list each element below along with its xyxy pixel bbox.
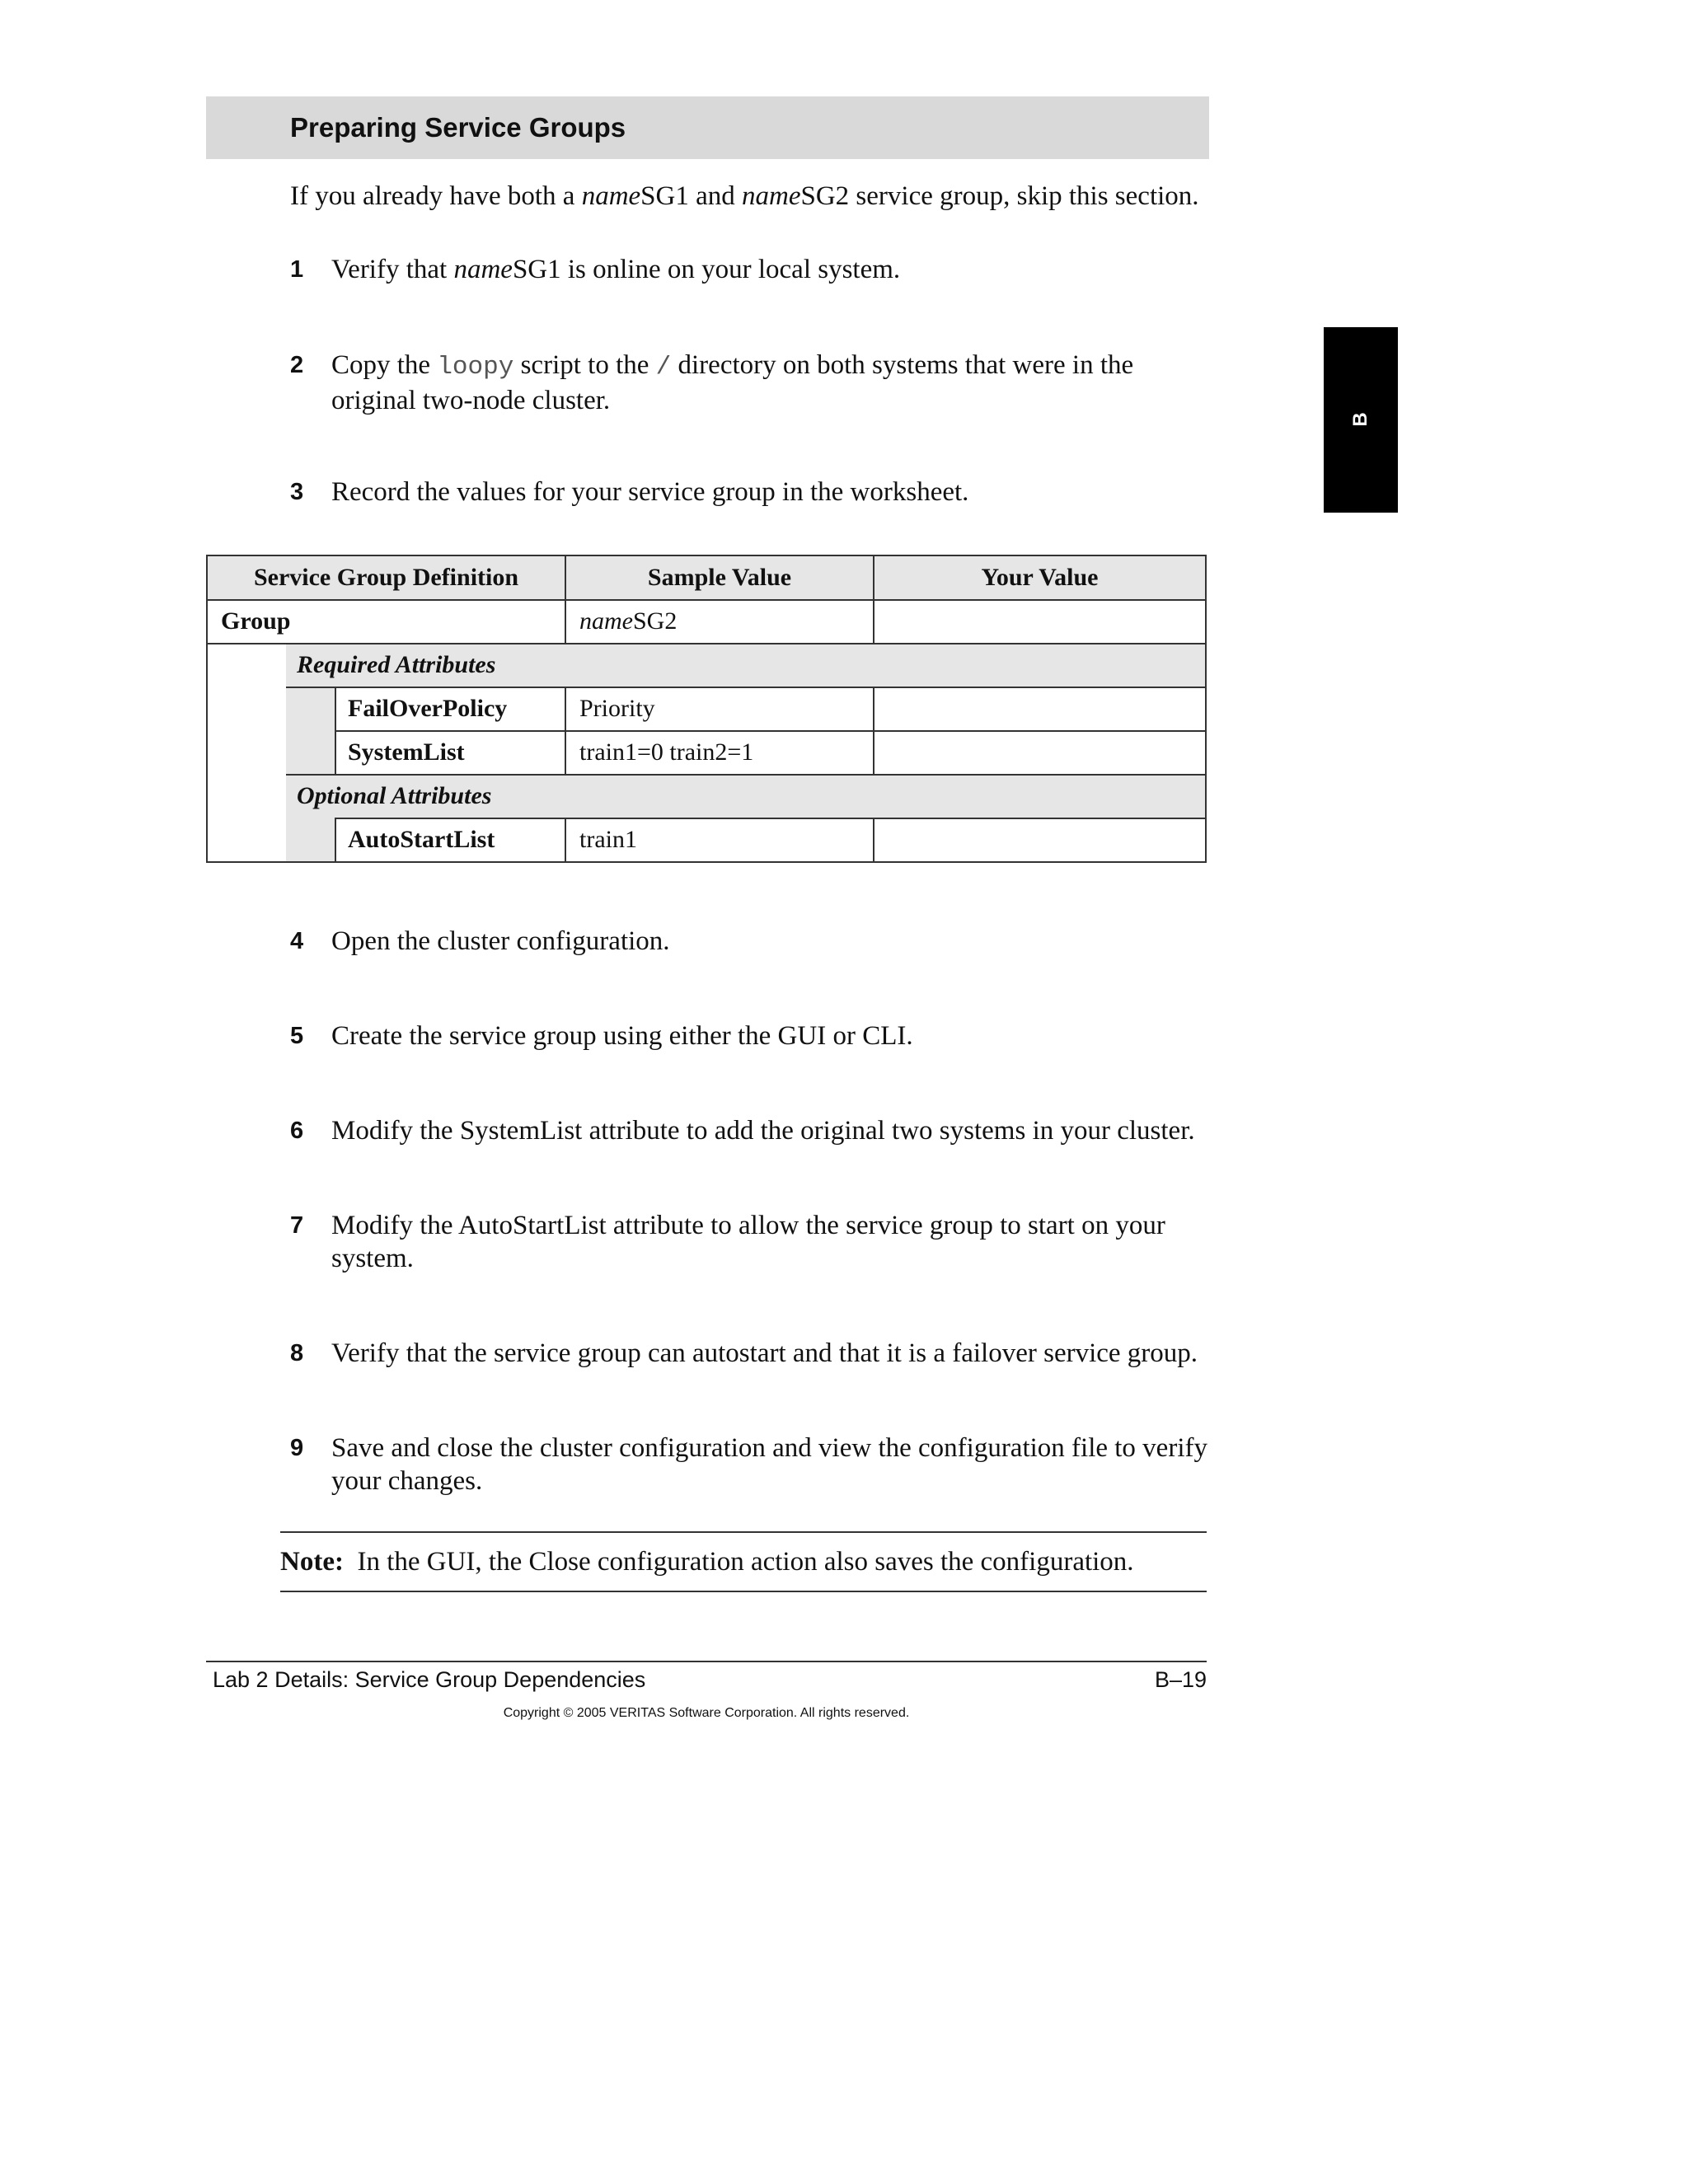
intro-paragraph [290,180,1199,213]
step-text: Verify that the service group can autostart and that it is a failover service group. [331,1338,1198,1368]
note-box [280,1531,1207,1592]
note [280,1533,1134,1591]
appendix-tab-label: B [1349,412,1372,427]
step-number: 6 [290,1118,304,1144]
indent-shade [286,687,335,774]
table-rule [873,818,874,861]
code-root-dir: / [655,353,672,382]
attribute-sample-value: train1 [579,826,637,853]
attribute-sample-value: Priority [579,695,655,722]
step-text: Record the values for your service group in the worksheet. [331,477,969,507]
footer-divider [206,1661,1207,1662]
step-text [331,349,1213,417]
step-text: Modify the SystemList attribute to add the original two systems in your cluster. [331,1116,1195,1146]
step-number: 1 [290,256,304,283]
attribute-name: FailOverPolicy [348,695,508,722]
optional-attributes-label: Optional Attributes [297,782,492,809]
indent-shade [286,818,335,861]
step-number: 7 [290,1212,304,1239]
copyright: Copyright © 2005 VERITAS Software Corporation. All rights reserved. [503,1706,910,1720]
service-group-worksheet [206,555,1207,863]
step-number: 5 [290,1023,304,1049]
step-number: 3 [290,479,304,505]
table-rule [208,599,1205,601]
step-number: 8 [290,1340,304,1366]
step-text-italic: name [453,255,513,284]
code-loopy: loopy [437,353,514,382]
attribute-name: AutoStartList [348,826,495,853]
step-text: Save and close the cluster configuration and view the configuration file to verify your changes. [331,1433,1207,1496]
note-label: Note: [280,1547,344,1577]
attribute-name: SystemList [348,738,465,766]
step-text-part: SG1 is online on your local system. [512,255,901,284]
footer-title: Lab 2 Details: Service Group Dependencies [213,1667,646,1692]
group-value-italic: name [579,607,633,635]
appendix-tab [1324,327,1398,513]
table-rule [565,818,566,861]
step-number: 4 [290,928,304,954]
column-header: Sample Value [647,564,792,591]
required-attributes-label: Required Attributes [297,651,496,678]
section-heading-bar [206,96,1209,159]
group-value-rest: SG2 [632,607,678,635]
group-sample-value [579,600,677,643]
column-header: Service Group Definition [253,564,519,591]
group-label: Group [221,607,291,635]
step-text-part: Copy the [331,350,438,380]
section-heading: Preparing Service Groups [290,112,626,143]
step-text-part: Verify that [331,255,454,284]
step-text: Create the service group using either the GUI or CLI. [331,1021,913,1051]
intro-text: SG1 and [640,181,743,211]
table-rule [565,687,566,776]
step-text: Modify the AutoStartList attribute to allow the service group to start on your system. [331,1211,1165,1273]
step-number: 2 [290,352,304,378]
intro-italic: name [581,181,641,211]
step-text [331,253,1213,286]
table-rule [873,687,874,776]
table-rule [335,730,1205,732]
intro-text: SG2 service group, skip this section. [800,181,1199,211]
step-text: Open the cluster configuration. [331,926,670,956]
column-header: Your Value [981,564,1099,591]
attribute-sample-value: train1=0 train2=1 [579,738,754,766]
page-number: B–19 [1154,1667,1207,1692]
step-number: 9 [290,1435,304,1461]
intro-text: If you already have both a [290,181,582,211]
step-text-part: script to the [513,350,656,380]
note-text: In the GUI, the Close configuration action also saves the configuration. [357,1547,1134,1577]
intro-italic: name [742,181,801,211]
table-rule [335,687,336,776]
step-text-part: directory on both systems that were in the original two-node cluster. [331,350,1134,415]
table-rule [335,818,336,861]
